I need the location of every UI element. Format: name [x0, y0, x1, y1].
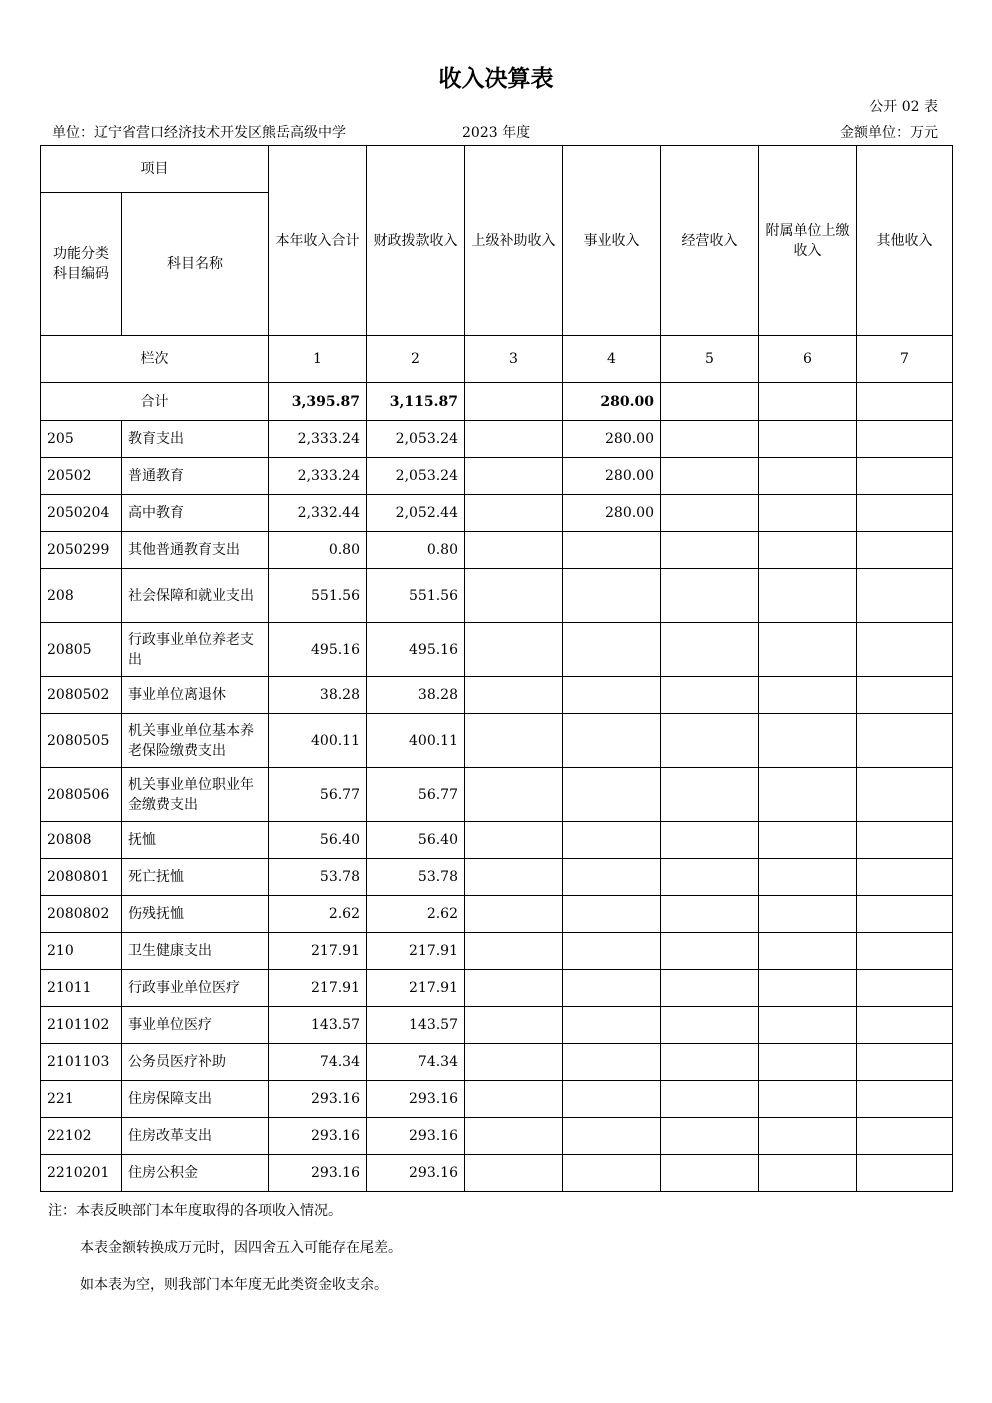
- column-number: 2: [367, 336, 465, 383]
- amount-cell: [759, 1155, 857, 1192]
- subject-name-cell: 卫生健康支出: [122, 933, 269, 970]
- func-code-cell: 2101103: [41, 1044, 122, 1081]
- amount-cell: 53.78: [367, 859, 465, 896]
- amount-cell: [465, 569, 563, 623]
- amount-cell: [465, 421, 563, 458]
- amount-cell: [563, 532, 661, 569]
- amount-cell: [465, 768, 563, 822]
- func-code-cell: 221: [41, 1081, 122, 1118]
- amount-cell: [857, 569, 953, 623]
- table-row: [41, 1081, 953, 1118]
- func-code-cell: 2080506: [41, 768, 122, 822]
- amount-cell: [759, 859, 857, 896]
- amount-cell: [661, 714, 759, 768]
- amount-cell: 495.16: [367, 623, 465, 677]
- amount-cell: [465, 623, 563, 677]
- table-row: [41, 933, 953, 970]
- func-code-cell: 205: [41, 421, 122, 458]
- amount-cell: 551.56: [269, 569, 367, 623]
- amount-cell: 293.16: [269, 1118, 367, 1155]
- amount-cell: [661, 822, 759, 859]
- amount-cell: [661, 1007, 759, 1044]
- amount-cell: [465, 1118, 563, 1155]
- table-row: [41, 458, 953, 495]
- amount-cell: [563, 1007, 661, 1044]
- amount-cell: [563, 1081, 661, 1118]
- amount-cell: [563, 677, 661, 714]
- amount-cell: [759, 896, 857, 933]
- func-code-cell: 21011: [41, 970, 122, 1007]
- total-cell: 3,395.87: [269, 383, 367, 421]
- table-row: [41, 859, 953, 896]
- amount-cell: 56.40: [269, 822, 367, 859]
- column-number: 3: [465, 336, 563, 383]
- amount-cell: [759, 532, 857, 569]
- amount-cell: [661, 933, 759, 970]
- amount-cell: [857, 421, 953, 458]
- page-title: 收入决算表: [438, 66, 554, 92]
- header-other: 其他收入: [857, 146, 953, 336]
- func-code-cell: 2050204: [41, 495, 122, 532]
- amount-cell: [661, 1081, 759, 1118]
- subject-name-cell: 住房公积金: [122, 1155, 269, 1192]
- table-row: [41, 1007, 953, 1044]
- amount-cell: [661, 421, 759, 458]
- amount-cell: 0.80: [269, 532, 367, 569]
- unit-label: 单位：辽宁省营口经济技术开发区熊岳高级中学: [52, 125, 346, 141]
- amount-cell: [759, 1118, 857, 1155]
- amount-unit-label: 金额单位：万元: [840, 125, 938, 141]
- func-code-cell: 2080802: [41, 896, 122, 933]
- amount-cell: [661, 569, 759, 623]
- amount-cell: [759, 768, 857, 822]
- amount-cell: [857, 933, 953, 970]
- total-row: [41, 383, 953, 421]
- amount-cell: [465, 1081, 563, 1118]
- amount-cell: [465, 458, 563, 495]
- note-line: 本表金额转换成万元时，因四舍五入可能存在尾差。: [80, 1240, 402, 1256]
- amount-cell: [563, 822, 661, 859]
- amount-cell: 2,333.24: [269, 421, 367, 458]
- amount-cell: [759, 1081, 857, 1118]
- column-number: 6: [759, 336, 857, 383]
- amount-cell: 38.28: [269, 677, 367, 714]
- amount-cell: [661, 1118, 759, 1155]
- amount-cell: [857, 1007, 953, 1044]
- total-cell: [661, 383, 759, 421]
- amount-cell: 74.34: [367, 1044, 465, 1081]
- amount-cell: [661, 495, 759, 532]
- total-cell: [759, 383, 857, 421]
- year-label: 2023 年度: [462, 125, 531, 141]
- amount-cell: [759, 970, 857, 1007]
- table-row: [41, 1118, 953, 1155]
- amount-cell: [563, 970, 661, 1007]
- amount-cell: [465, 896, 563, 933]
- amount-cell: 2,053.24: [367, 421, 465, 458]
- subject-name-cell: 伤残抚恤: [122, 896, 269, 933]
- amount-cell: [857, 623, 953, 677]
- amount-cell: 280.00: [563, 421, 661, 458]
- func-code-cell: 2080502: [41, 677, 122, 714]
- func-code-cell: 20808: [41, 822, 122, 859]
- total-cell: 3,115.87: [367, 383, 465, 421]
- amount-cell: 2.62: [367, 896, 465, 933]
- func-code-cell: 2080801: [41, 859, 122, 896]
- table-row: [41, 1044, 953, 1081]
- subject-name-cell: 普通教育: [122, 458, 269, 495]
- amount-cell: [465, 859, 563, 896]
- amount-cell: [465, 1044, 563, 1081]
- amount-cell: 217.91: [269, 933, 367, 970]
- subject-name-cell: 公务员医疗补助: [122, 1044, 269, 1081]
- amount-cell: [661, 859, 759, 896]
- amount-cell: [563, 859, 661, 896]
- amount-cell: [465, 532, 563, 569]
- amount-cell: [465, 495, 563, 532]
- header-total: 本年收入合计: [269, 146, 367, 336]
- column-number: 7: [857, 336, 953, 383]
- amount-cell: 143.57: [367, 1007, 465, 1044]
- column-number: 1: [269, 336, 367, 383]
- total-cell: [465, 383, 563, 421]
- table-row: [41, 421, 953, 458]
- func-code-cell: 2101102: [41, 1007, 122, 1044]
- column-number: 4: [563, 336, 661, 383]
- table-row: [41, 623, 953, 677]
- subject-name-cell: 住房改革支出: [122, 1118, 269, 1155]
- subject-name-cell: 高中教育: [122, 495, 269, 532]
- note-line: 注：本表反映部门本年度取得的各项收入情况。: [48, 1203, 342, 1219]
- amount-cell: 2,333.24: [269, 458, 367, 495]
- header-business: 事业收入: [563, 146, 661, 336]
- amount-cell: [563, 569, 661, 623]
- amount-cell: 293.16: [269, 1081, 367, 1118]
- func-code-cell: 208: [41, 569, 122, 623]
- subject-name-cell: 住房保障支出: [122, 1081, 269, 1118]
- subject-name-cell: 死亡抚恤: [122, 859, 269, 896]
- header-item: 项目: [41, 146, 269, 193]
- income-table: [40, 145, 953, 1192]
- amount-cell: [661, 896, 759, 933]
- amount-cell: [465, 1155, 563, 1192]
- table-row: [41, 896, 953, 933]
- amount-cell: 280.00: [563, 458, 661, 495]
- subject-name-cell: 事业单位医疗: [122, 1007, 269, 1044]
- amount-cell: [857, 768, 953, 822]
- amount-cell: [563, 1044, 661, 1081]
- subject-name-cell: 社会保障和就业支出: [122, 569, 269, 623]
- func-code-cell: 2050299: [41, 532, 122, 569]
- subject-name-cell: 行政事业单位养老支出: [122, 623, 269, 677]
- amount-cell: 293.16: [269, 1155, 367, 1192]
- header-affiliated: 附属单位上缴收入: [759, 146, 857, 336]
- func-code-cell: 20805: [41, 623, 122, 677]
- header-fiscal: 财政拨款收入: [367, 146, 465, 336]
- table-row: [41, 1155, 953, 1192]
- amount-cell: 2,332.44: [269, 495, 367, 532]
- amount-cell: 293.16: [367, 1118, 465, 1155]
- amount-cell: [563, 933, 661, 970]
- amount-cell: [465, 822, 563, 859]
- amount-cell: 400.11: [367, 714, 465, 768]
- table-number: 公开 02 表: [869, 99, 938, 115]
- total-cell: 280.00: [563, 383, 661, 421]
- amount-cell: 56.77: [269, 768, 367, 822]
- table-row: [41, 532, 953, 569]
- amount-cell: 56.77: [367, 768, 465, 822]
- subject-name-cell: 行政事业单位医疗: [122, 970, 269, 1007]
- subject-name-cell: 机关事业单位职业年金缴费支出: [122, 768, 269, 822]
- total-cell: [857, 383, 953, 421]
- func-code-cell: 2080505: [41, 714, 122, 768]
- amount-cell: [857, 458, 953, 495]
- amount-cell: [759, 458, 857, 495]
- func-code-cell: 20502: [41, 458, 122, 495]
- amount-cell: [465, 970, 563, 1007]
- table-row: [41, 970, 953, 1007]
- amount-cell: [857, 1081, 953, 1118]
- notes: [48, 1200, 402, 1311]
- amount-cell: 293.16: [367, 1155, 465, 1192]
- amount-cell: [857, 495, 953, 532]
- total-label: 合计: [41, 383, 269, 421]
- amount-cell: [563, 623, 661, 677]
- amount-cell: [563, 1155, 661, 1192]
- amount-cell: 0.80: [367, 532, 465, 569]
- amount-cell: 217.91: [367, 970, 465, 1007]
- amount-cell: [661, 970, 759, 1007]
- amount-cell: 74.34: [269, 1044, 367, 1081]
- amount-cell: 293.16: [367, 1081, 465, 1118]
- amount-cell: 217.91: [269, 970, 367, 1007]
- func-code-cell: 2210201: [41, 1155, 122, 1192]
- amount-cell: [563, 896, 661, 933]
- subject-name-cell: 教育支出: [122, 421, 269, 458]
- table-row: [41, 677, 953, 714]
- amount-cell: [661, 623, 759, 677]
- amount-cell: [857, 859, 953, 896]
- amount-cell: [857, 1155, 953, 1192]
- amount-cell: 2,053.24: [367, 458, 465, 495]
- amount-cell: [759, 677, 857, 714]
- header-operating: 经营收入: [661, 146, 759, 336]
- amount-cell: [857, 1044, 953, 1081]
- amount-cell: [759, 495, 857, 532]
- column-number: 5: [661, 336, 759, 383]
- amount-cell: [857, 677, 953, 714]
- amount-cell: [563, 1118, 661, 1155]
- amount-cell: [857, 970, 953, 1007]
- column-number-row: [41, 336, 953, 383]
- header-subject-name: 科目名称: [122, 193, 269, 336]
- subject-name-cell: 抚恤: [122, 822, 269, 859]
- amount-cell: [563, 768, 661, 822]
- column-number-label: 栏次: [41, 336, 269, 383]
- amount-cell: 495.16: [269, 623, 367, 677]
- amount-cell: [661, 532, 759, 569]
- subject-name-cell: 事业单位离退休: [122, 677, 269, 714]
- amount-cell: [857, 1118, 953, 1155]
- amount-cell: 2.62: [269, 896, 367, 933]
- subject-name-cell: 机关事业单位基本养老保险缴费支出: [122, 714, 269, 768]
- amount-cell: 551.56: [367, 569, 465, 623]
- amount-cell: [465, 677, 563, 714]
- func-code-cell: 22102: [41, 1118, 122, 1155]
- amount-cell: 2,052.44: [367, 495, 465, 532]
- amount-cell: [759, 569, 857, 623]
- header-upper-subsidy: 上级补助收入: [465, 146, 563, 336]
- amount-cell: [857, 896, 953, 933]
- amount-cell: [857, 532, 953, 569]
- note-line: 如本表为空，则我部门本年度无此类资金收支余。: [80, 1277, 388, 1293]
- amount-cell: 217.91: [367, 933, 465, 970]
- amount-cell: [465, 714, 563, 768]
- amount-cell: [857, 714, 953, 768]
- amount-cell: [661, 768, 759, 822]
- table-row: [41, 495, 953, 532]
- amount-cell: [465, 933, 563, 970]
- amount-cell: 143.57: [269, 1007, 367, 1044]
- func-code-cell: 210: [41, 933, 122, 970]
- amount-cell: 280.00: [563, 495, 661, 532]
- amount-cell: [759, 1007, 857, 1044]
- amount-cell: [661, 1044, 759, 1081]
- amount-cell: [759, 421, 857, 458]
- table-row: [41, 714, 953, 768]
- table-row: [41, 768, 953, 822]
- amount-cell: 38.28: [367, 677, 465, 714]
- amount-cell: [759, 822, 857, 859]
- amount-cell: [465, 1007, 563, 1044]
- amount-cell: [759, 714, 857, 768]
- amount-cell: [563, 714, 661, 768]
- subject-name-cell: 其他普通教育支出: [122, 532, 269, 569]
- header-func-code: 功能分类科目编码: [41, 193, 122, 336]
- amount-cell: [661, 677, 759, 714]
- amount-cell: [759, 1044, 857, 1081]
- table-row: [41, 569, 953, 623]
- amount-cell: 400.11: [269, 714, 367, 768]
- amount-cell: [759, 933, 857, 970]
- table-row: [41, 822, 953, 859]
- amount-cell: [857, 822, 953, 859]
- amount-cell: [661, 1155, 759, 1192]
- amount-cell: [661, 458, 759, 495]
- amount-cell: 56.40: [367, 822, 465, 859]
- amount-cell: [759, 623, 857, 677]
- amount-cell: 53.78: [269, 859, 367, 896]
